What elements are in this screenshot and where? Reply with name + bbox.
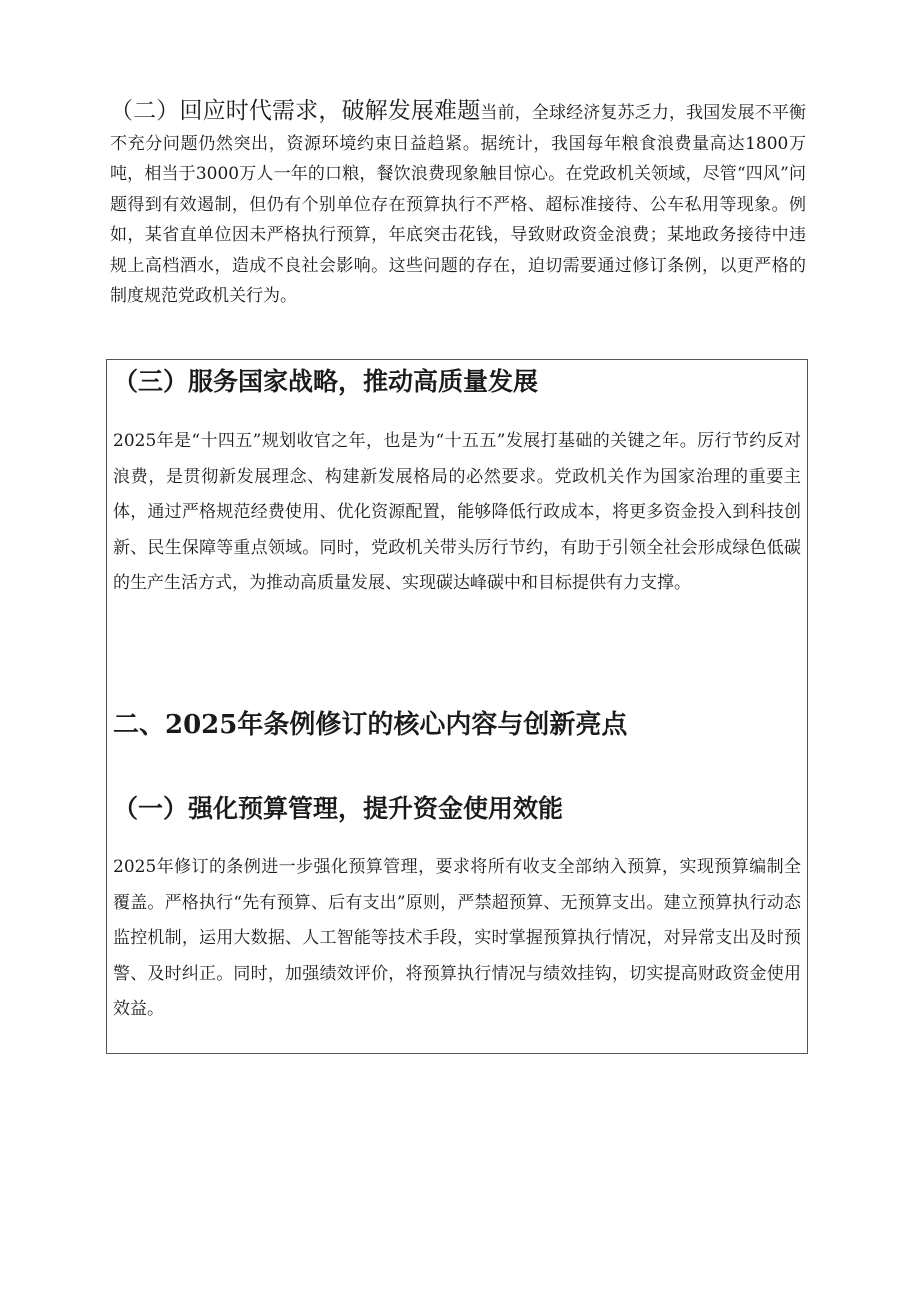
part-two-heading: 二、2025年条例修订的核心内容与创新亮点 xyxy=(113,710,628,740)
section-two-body: 当前，全球经济复苏乏力，我国发展不平衡不充分问题仍然突出，资源环境约束日益趋紧。据统计，我国每年粮食浪费量高达1800万吨，相当于3000万人一年的口粮，餐饮浪费现象触目惊心。在党政机关领域，尽管“四风”问题得到有效遏制，但仍有个别单位存在预算执行不严格、超标准接待、公车私用等现象。例如，某省直单位因未严格执行预算，年底突击花钱，导致财政资金浪费；某地政务接待中违规上高档酒水，造成不良社会影响。这些问题的存在，迫切需要通过修订条例，以更严格的制度规范党政机关行为。 xyxy=(110,103,807,306)
section-two-paragraph xyxy=(110,96,806,312)
subsection-one-body: 2025年修订的条例进一步强化预算管理，要求将所有收支全部纳入预算，实现预算编制全覆盖。严格执行“先有预算、后有支出”原则，严禁超预算、无预算支出。建立预算执行动态监控机制，运用大数据、人工智能等技术手段，实时掌握预算执行情况，对异常支出及时预警、及时纠正。同时，加强绩效评价，将预算执行情况与绩效挂钩，切实提高财政资金使用效益。 xyxy=(113,857,801,1019)
subsection-one-heading: （一）强化预算管理，提升资金使用效能 xyxy=(113,794,564,823)
section-two-heading: （二）回应时代需求，破解发展难题 xyxy=(110,98,481,124)
section-three-body: 2025年是“十四五”规划收官之年，也是为“十五五”发展打基础的关键之年。厉行节约反对浪费，是贯彻新发展理念、构建新发展格局的必然要求。党政机关作为国家治理的重要主体，通过严格规范经费使用、优化资源配置，能够降低行政成本，将更多资金投入到科技创新、民生保障等重点领域。同时，党政机关带头厉行节约，有助于引领全社会形成绿色低碳的生产生活方式，为推动高质量发展、实现碳达峰碳中和目标提供有力支撑。 xyxy=(113,431,801,593)
section-three-heading: （三）服务国家战略，推动高质量发展 xyxy=(113,367,539,396)
content-box xyxy=(106,359,808,1054)
